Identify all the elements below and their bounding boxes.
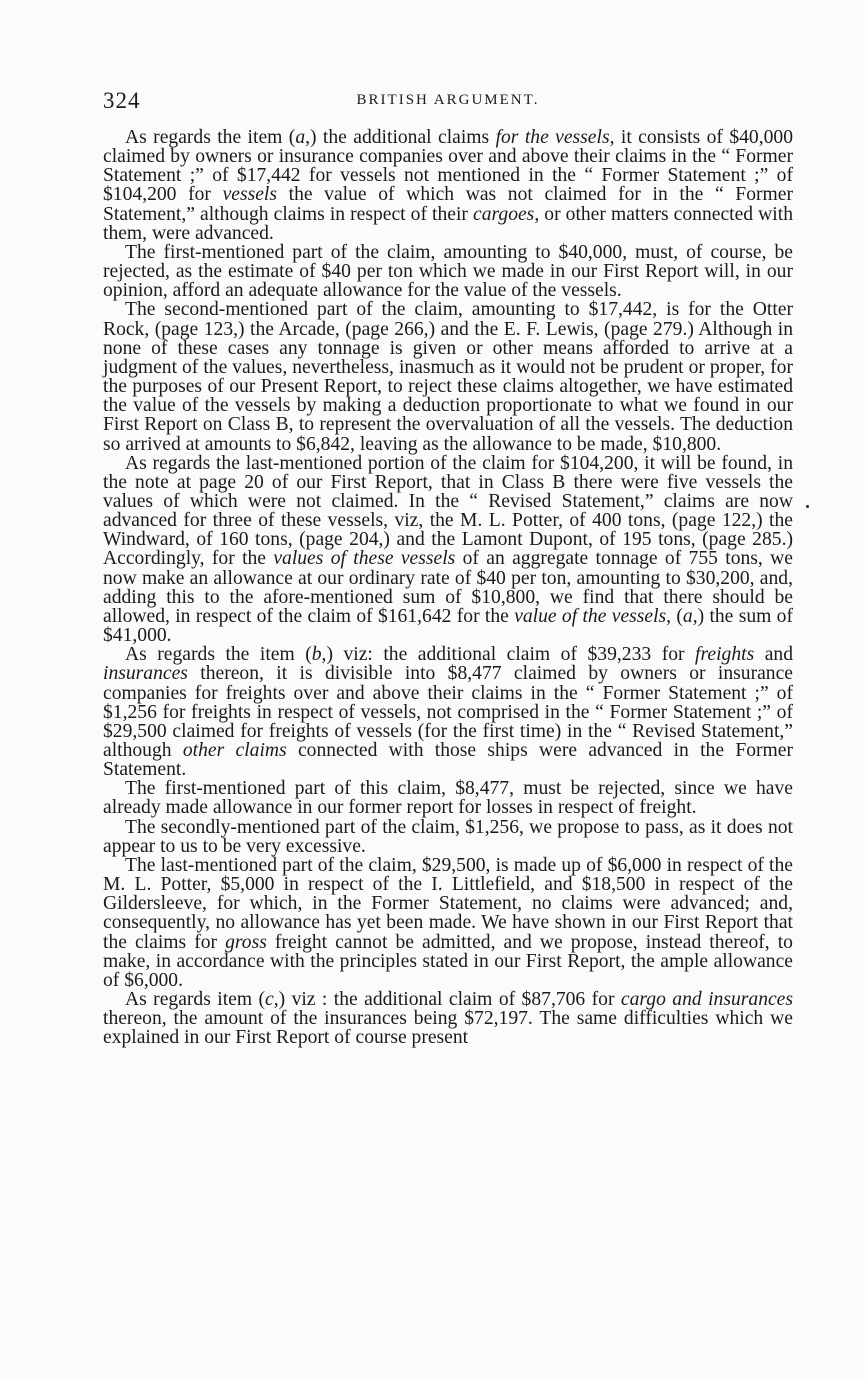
text-run: freight cannot be admitted, and we propose, instead thereof, to make, in accordance with the principles stated in our First Report, the ample allowance of $6,000. <box>103 931 793 991</box>
text-run: , or other matters connected with them, were advanced. <box>103 203 793 244</box>
running-head: BRITISH ARGUMENT. <box>356 92 540 108</box>
italic-text: gross <box>225 931 267 953</box>
text-run: ,) viz: the additional claim of $39,233 for <box>321 644 696 666</box>
italic-text: vessels <box>222 184 277 206</box>
text-run: ,) viz : the additional claim of $87,706 for <box>273 989 621 1011</box>
paragraph <box>103 300 793 453</box>
italic-text: insurances <box>103 663 188 685</box>
margin-mark <box>806 505 809 508</box>
page-number: 324 <box>103 88 141 113</box>
text-run: thereon, it is divisible into $8,477 claimed by owners or insurance companies for freights over and above their claims in the “ Former Statement ;” of $1,256 for freights in respect of vessels, not comprised in the “ Former Statement ;” of $29,500 claimed for freights of vessels (for the first time) in the “ Revised Statement,” although <box>103 663 793 761</box>
text-run: of an aggregate tonnage of 755 tons, we now make an allowance at our ordinary rate of $40 per ton, amounting to $30,200, and, adding this to the afore-mentioned sum of $10,800, we find that there should be allowed, in respect of the claim of $161,642 for the <box>103 548 793 627</box>
text-run: The first-mentioned part of this claim, $8,477, must be rejected, since we have already made allowance in our former report for losses in respect of freight. <box>103 778 793 819</box>
paragraph <box>103 990 793 1047</box>
text-run: ,) the sum of $41,000. <box>103 605 793 647</box>
text-run: As regards item ( <box>125 989 266 1011</box>
italic-text: for the vessels <box>495 127 610 148</box>
text-run: , it consists of $40,000 claimed by owners or insurance companies over and above their claims in the “ Former Statement ;” of $17,442 for vessels not mentioned in the “ Former Statement ;” of $104,200 for <box>103 127 793 206</box>
text-run: and <box>754 644 793 666</box>
paragraph <box>103 818 793 856</box>
paragraph <box>103 779 793 817</box>
paragraph <box>103 128 793 243</box>
italic-text: a <box>295 127 306 148</box>
text-run: As regards the item ( <box>125 127 296 148</box>
italic-text: values of these vessels <box>273 548 456 570</box>
paragraph <box>103 856 793 990</box>
italic-text: a <box>682 605 693 627</box>
italic-text: cargoes <box>473 203 535 225</box>
text-run: the value of which was not claimed for in the “ Former Statement,” although claims in respect of their <box>103 184 793 225</box>
text-run: As regards the last-mentioned portion of the claim for $104,200, it will be found, in the note at page 20 of our First Report, that in Class B there were five vessels the values of which were not claimed. In the “ Revised Statement,” claims are now advanced for three of these vessels, viz, the M. L. Potter, of 400 tons, (page 122,) the Windward, of 160 tons, (page 204,) and the Lamont Dupont, of 195 tons, (page 285.) Accordingly, for the <box>103 452 793 570</box>
text-run: The last-mentioned part of the claim, $29,500, is made up of $6,000 in respect of the M. L. Potter, $5,000 in respect of the I. Littlefield, and $18,500 in respect of the Gildersleeve, for which, in the Former Statement, no claims were advanced; and, consequently, no allowance has yet been made. We have shown in our First Report that the claims for <box>103 854 793 953</box>
italic-text: c <box>265 989 274 1011</box>
body-text <box>103 128 793 1048</box>
text-run: thereon, the amount of the insurances being $72,197. The same difficulties which we explained in our First Report of course present <box>103 1008 793 1049</box>
italic-text: other claims <box>182 740 287 761</box>
paragraph <box>103 454 793 646</box>
paragraph <box>103 243 793 300</box>
paragraph <box>103 645 793 779</box>
text-run: , ( <box>666 605 683 627</box>
italic-text: freights <box>695 644 755 666</box>
text-run: ,) the additional claims <box>305 127 496 148</box>
text-run: The first-mentioned part of the claim, amounting to $40,000, must, of course, be rejected, as the estimate of $40 per ton which we made in our First Report will, in our opinion, afford an adequate allowance for the value of the vessels. <box>103 241 793 302</box>
text-run: connected with those ships were advanced in the Former Statement. <box>103 740 794 781</box>
text-run: The secondly-mentioned part of the claim, $1,256, we propose to pass, as it does not appear to us to be very excessive. <box>103 816 793 857</box>
text-run: The second-mentioned part of the claim, amounting to $17,442, is for the Otter Rock, (page 123,) the Arcade, (page 266,) and the E. F. Lewis, (page 279.) Although in none of these cases any tonnage is given or other means afforded to arrive at a judgment of the values, nevertheless, inasmuch as it would not be prudent or proper, for the purposes of our Present Report, to reject these claims altogether, we have estimated the value of the vessels by making a deduction proportionate to what we found in our First Report on Class B, to represent the overvaluation of all the vessels. The deduction so arrived at amounts to $6,842, leaving as the allowance to be made, $10,800. <box>103 299 793 455</box>
italic-text: cargo and insurances <box>620 989 794 1011</box>
text-run: As regards the item ( <box>125 644 312 666</box>
page-header <box>103 88 793 118</box>
italic-text: value of the vessels <box>514 605 667 627</box>
italic-text: b <box>311 644 322 666</box>
